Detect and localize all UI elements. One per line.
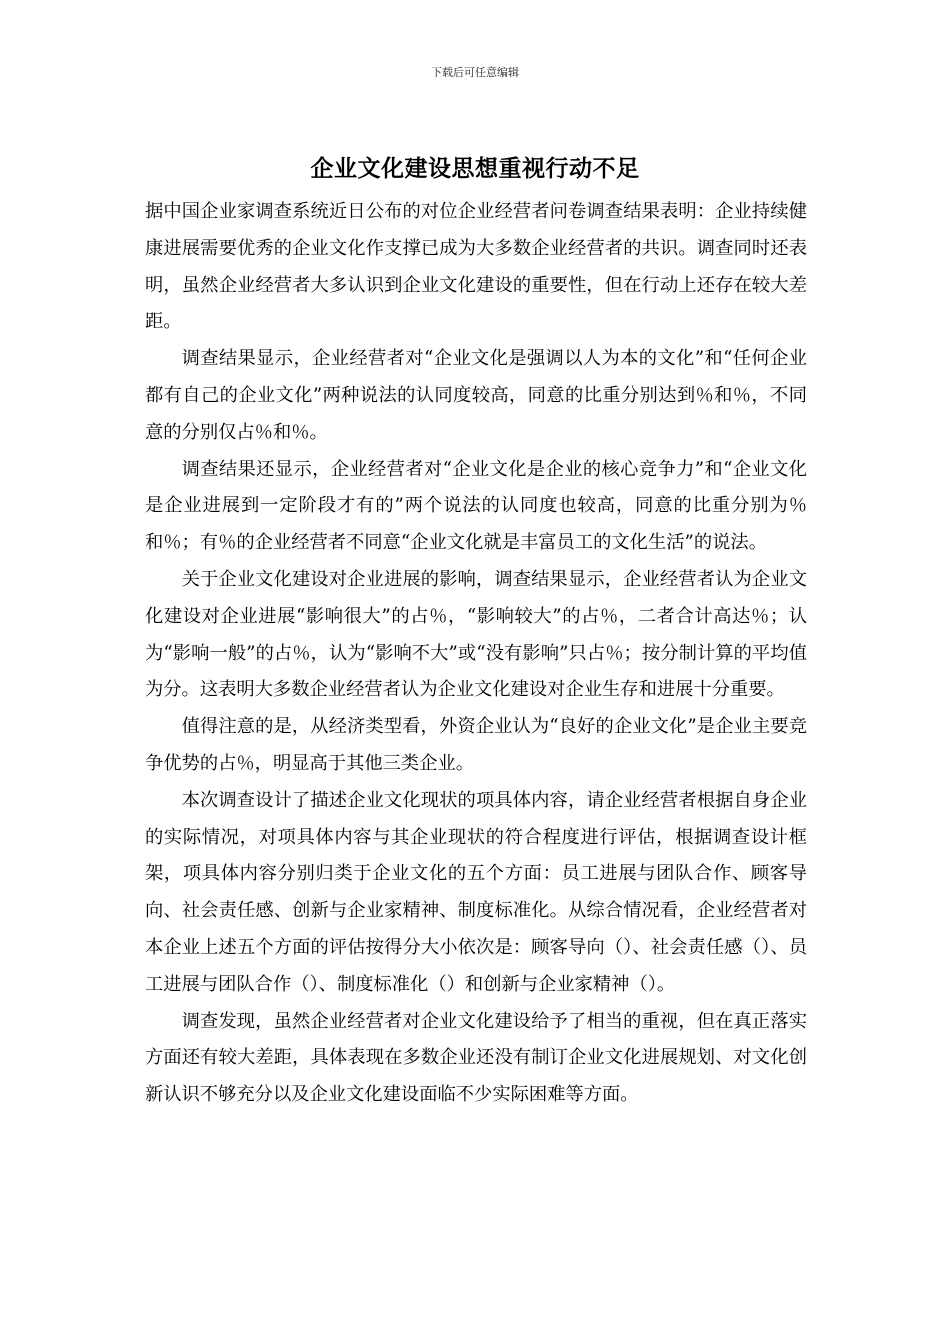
paragraph-4: 关于企业文化建设对企业进展的影响，调查结果显示，企业经营者认为企业文化建设对企业进展“影响很大”的占％，“影响较大”的占％，二者合计高达％；认为“影响一般”的占％，认为“影响不大”或“没有影响”只占％；按分制计算的平均值为分。这表明大多数企业经营者认为企业文化建设对企业生存和进展十分重要。 (145, 568, 807, 701)
paragraph-5: 值得注意的是，从经济类型看，外资企业认为“良好的企业文化”是企业主要竞争优势的占％，明显高于其他三类企业。 (145, 716, 807, 774)
paragraph-7: 调查发现，虽然企业经营者对企业文化建设给予了相当的重视，但在真正落实方面还有较大差距，具体表现在多数企业还没有制订企业文化进展规划、对文化创新认识不够充分以及企业文化建设面临不少实际困难等方面。 (145, 1010, 807, 1106)
paragraph-2: 调查结果显示，企业经营者对“企业文化是强调以人为本的文化”和“任何企业都有自己的企业文化”两种说法的认同度较高，同意的比重分别达到％和％，不同意的分别仅占％和％。 (145, 348, 807, 443)
document-title: 企业文化建设思想重视行动不足 (310, 156, 640, 182)
document-body (145, 194, 807, 1114)
header-note: 下载后可任意编辑 (431, 66, 519, 79)
paragraph-3: 调查结果还显示，企业经营者对“企业文化是企业的核心竞争力”和“企业文化是企业进展到一定阶段才有的”两个说法的认同度也较高，同意的比重分别为％和％；有％的企业经营者不同意“企业文化就是丰富员工的文化生活”的说法。 (145, 458, 807, 554)
paragraph-1: 据中国企业家调查系统近日公布的对位企业经营者问卷调查结果表明：企业持续健康进展需要优秀的企业文化作支撑已成为大多数企业经营者的共识。调查同时还表明，虽然企业经营者大多认识到企业文化建设的重要性，但在行动上还存在较大差距。 (145, 201, 807, 333)
paragraph-6: 本次调查设计了描述企业文化现状的项具体内容，请企业经营者根据自身企业的实际情况，对项具体内容与其企业现状的符合程度进行评估，根据调查设计框架，项具体内容分别归类于企业文化的五个方面：员工进展与团队合作、顾客导向、社会责任感、创新与企业家精神、制度标准化。从综合情况看，企业经营者对本企业上述五个方面的评估按得分大小依次是：顾客导向（）、社会责任感（）、员工进展与团队合作（）、制度标准化（）和创新与企业家精神（）。 (145, 789, 807, 995)
